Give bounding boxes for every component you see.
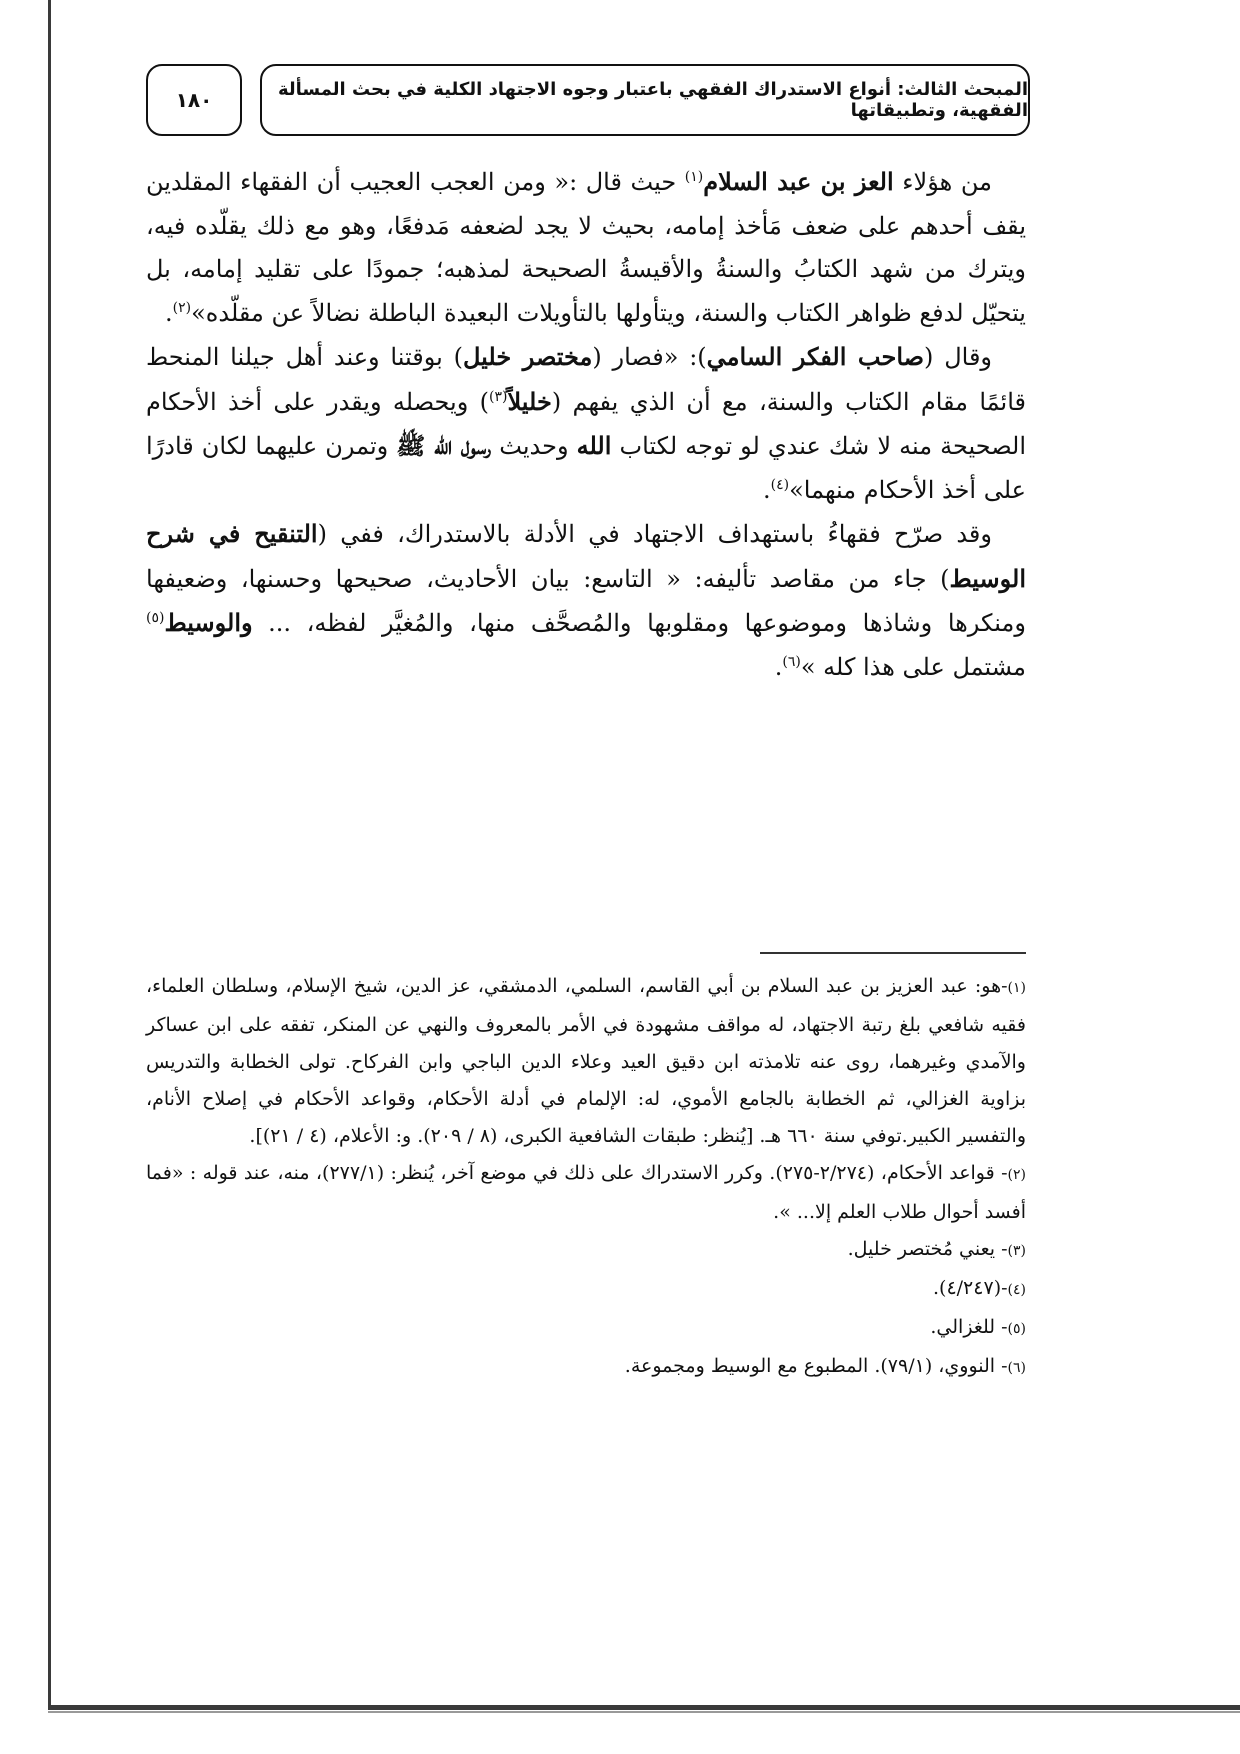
page-number: ١٨٠ xyxy=(175,88,213,112)
footnote-2 xyxy=(146,1155,1026,1231)
footnote-number: (٣) xyxy=(1007,1243,1026,1259)
footnote-1 xyxy=(146,968,1026,1155)
bold-name: خليلاً xyxy=(507,386,552,416)
text-run: ) جاء من مقاصد تأليفه: « التاسع: بيان الأحاديث، صحيحها وحسنها، وضعيفها ومنكرها وشاذها وموضوعها ومقلوبها والمُصحَّف منها، والمُغيَّر لفظه، ... xyxy=(146,564,1026,637)
page-number-box xyxy=(146,64,242,136)
text-run: وحديث xyxy=(491,432,577,460)
text-run: ): «فصار ( xyxy=(592,343,707,371)
text-run: . xyxy=(774,652,783,681)
footnote-number: (٢) xyxy=(1007,1167,1026,1183)
text-run: وقد صرّح فقهاءُ باستهداف الاجتهاد في الأدلة بالاستدراك، ففي ( xyxy=(317,520,992,548)
footnote-number: (٤) xyxy=(1007,1282,1026,1298)
text-run: ) بوقتنا وعند أهل جيلنا المنحط قائمًا مقام الكتاب والسنة، مع أن الذي يفهم ( xyxy=(146,343,1027,416)
text-run: حيث قال :« ومن العجب العجيب أن الفقهاء المقلدين يقف أحدهم على ضعف مَأخذ إمامه، بحيث لا يجد لضعفه مَدفعًا، وهو مع ذلك يقلّده فيه، ويترك من شهد الكتابُ والسنةُ والأقيسةُ الصحيحة لمذهبه؛ جمودًا على تقليد إمامه، بل يتحيّل لدفع ظواهر الكتاب والسنة، ويتأولها بالتأويلات البعيدة الباطلة نضالاً عن مقلّده» xyxy=(146,168,1026,327)
text-run: . xyxy=(762,475,771,504)
text-run: مشتمل على هذا كله » xyxy=(800,652,1026,681)
footnote-ref: (٤) xyxy=(770,476,790,493)
bold-name: التنقيح في شرح الوسيط xyxy=(146,519,1026,593)
page-frame-bottom-shadow xyxy=(48,1711,1240,1713)
footnote-text: -هو: عبد العزيز بن عبد السلام بن أبي القاسم، السلمي، الدمشقي، عز الدين، شيخ الإسلام، وسلطان العلماء، فقيه شافعي بلغ رتبة الاجتهاد، له مواقف مشهودة في الأمر بالمعروف والنهي عن المنكر، تفقه على ابن عساكر والآمدي وغيرهما، روى عنه تلامذته ابن دقيق العيد وعلاء الدين الباجي وابن الفركاح. تولى الخطابة والتدريس بزاوية الغزالي، ثم الخطابة بالجامع الأموي، له: الإلمام في أدلة الأحكام، وقواعد الأحكام في إصلاح الأنام، والتفسير الكبير.توفي سنة ٦٦٠ هـ. [يُنظر: طبقات الشافعية الكبرى، (٨ / ٢٠٩). و: الأعلام، (٤ / ٢١)]. xyxy=(146,975,1026,1147)
footnote-ref: (١) xyxy=(684,169,704,185)
bold-name: مختصر خليل xyxy=(462,342,593,371)
footnote-number: (١) xyxy=(1007,980,1026,996)
main-text xyxy=(146,160,1026,689)
text-run: وتمرن عليهما لكان قادرًا على أخذ الأحكام منهما» xyxy=(146,432,1026,504)
footnote-ref: (٦) xyxy=(782,653,801,670)
paragraph-3 xyxy=(146,512,1026,689)
footnote-text: - قواعد الأحكام، (٢/٢٧٤-٢٧٥). وكرر الاستدراك على ذلك في موضع آخر، يُنظر: (٢٧٧/١)، منه، عند قوله : «فما أفسد أحوال طلاب العلم إلا... ». xyxy=(146,1162,1026,1223)
footnote-4 xyxy=(146,1270,1026,1309)
footnote-number: (٥) xyxy=(1007,1321,1026,1337)
page-frame-bottom xyxy=(48,1705,1240,1710)
text-run: من هؤلاء xyxy=(893,168,992,196)
text-run: وقال ( xyxy=(924,343,993,371)
footnote-3 xyxy=(146,1231,1026,1270)
footnote-number: (٦) xyxy=(1007,1360,1026,1376)
bold-name: والوسيط xyxy=(164,608,253,637)
footnote-text: - للغزالي. xyxy=(930,1316,1008,1338)
paragraph-1 xyxy=(146,160,1026,335)
footnote-6 xyxy=(146,1348,1026,1387)
footnote-5 xyxy=(146,1309,1026,1348)
text-run: . xyxy=(165,298,173,327)
chapter-title-box xyxy=(260,64,1030,136)
bold-name: رسول الله ﷺ xyxy=(396,431,492,460)
bold-name: صاحب الفكر السامي xyxy=(706,342,925,371)
footnote-ref: (٣) xyxy=(489,388,508,405)
bold-name: الله xyxy=(576,431,612,460)
chapter-title: المبحث الثالث: أنواع الاستدراك الفقهي باعتبار وجوه الاجتهاد الكلية في بحث المسألة الفقهية، وتطبيقاتها xyxy=(277,79,1028,121)
footnote-text: -(٤/٢٤٧). xyxy=(933,1277,1008,1299)
footnotes xyxy=(146,968,1026,1387)
page-frame-left xyxy=(48,0,51,1707)
footnote-text: - النووي، (٧٩/١). المطبوع مع الوسيط ومجموعة. xyxy=(624,1355,1008,1377)
footnote-ref: (٥) xyxy=(146,610,165,626)
footnote-text: - يعني مُختصر خليل. xyxy=(847,1238,1008,1260)
footnote-ref: (٢) xyxy=(172,299,192,316)
text-run: ) ويحصله ويقدر على أخذ الأحكام الصحيحة منه لا شك عندي لو توجه لكتاب xyxy=(146,387,1027,460)
footnote-separator xyxy=(760,952,1026,954)
paragraph-2 xyxy=(146,335,1026,512)
bold-name: العز بن عبد السلام xyxy=(703,167,894,196)
